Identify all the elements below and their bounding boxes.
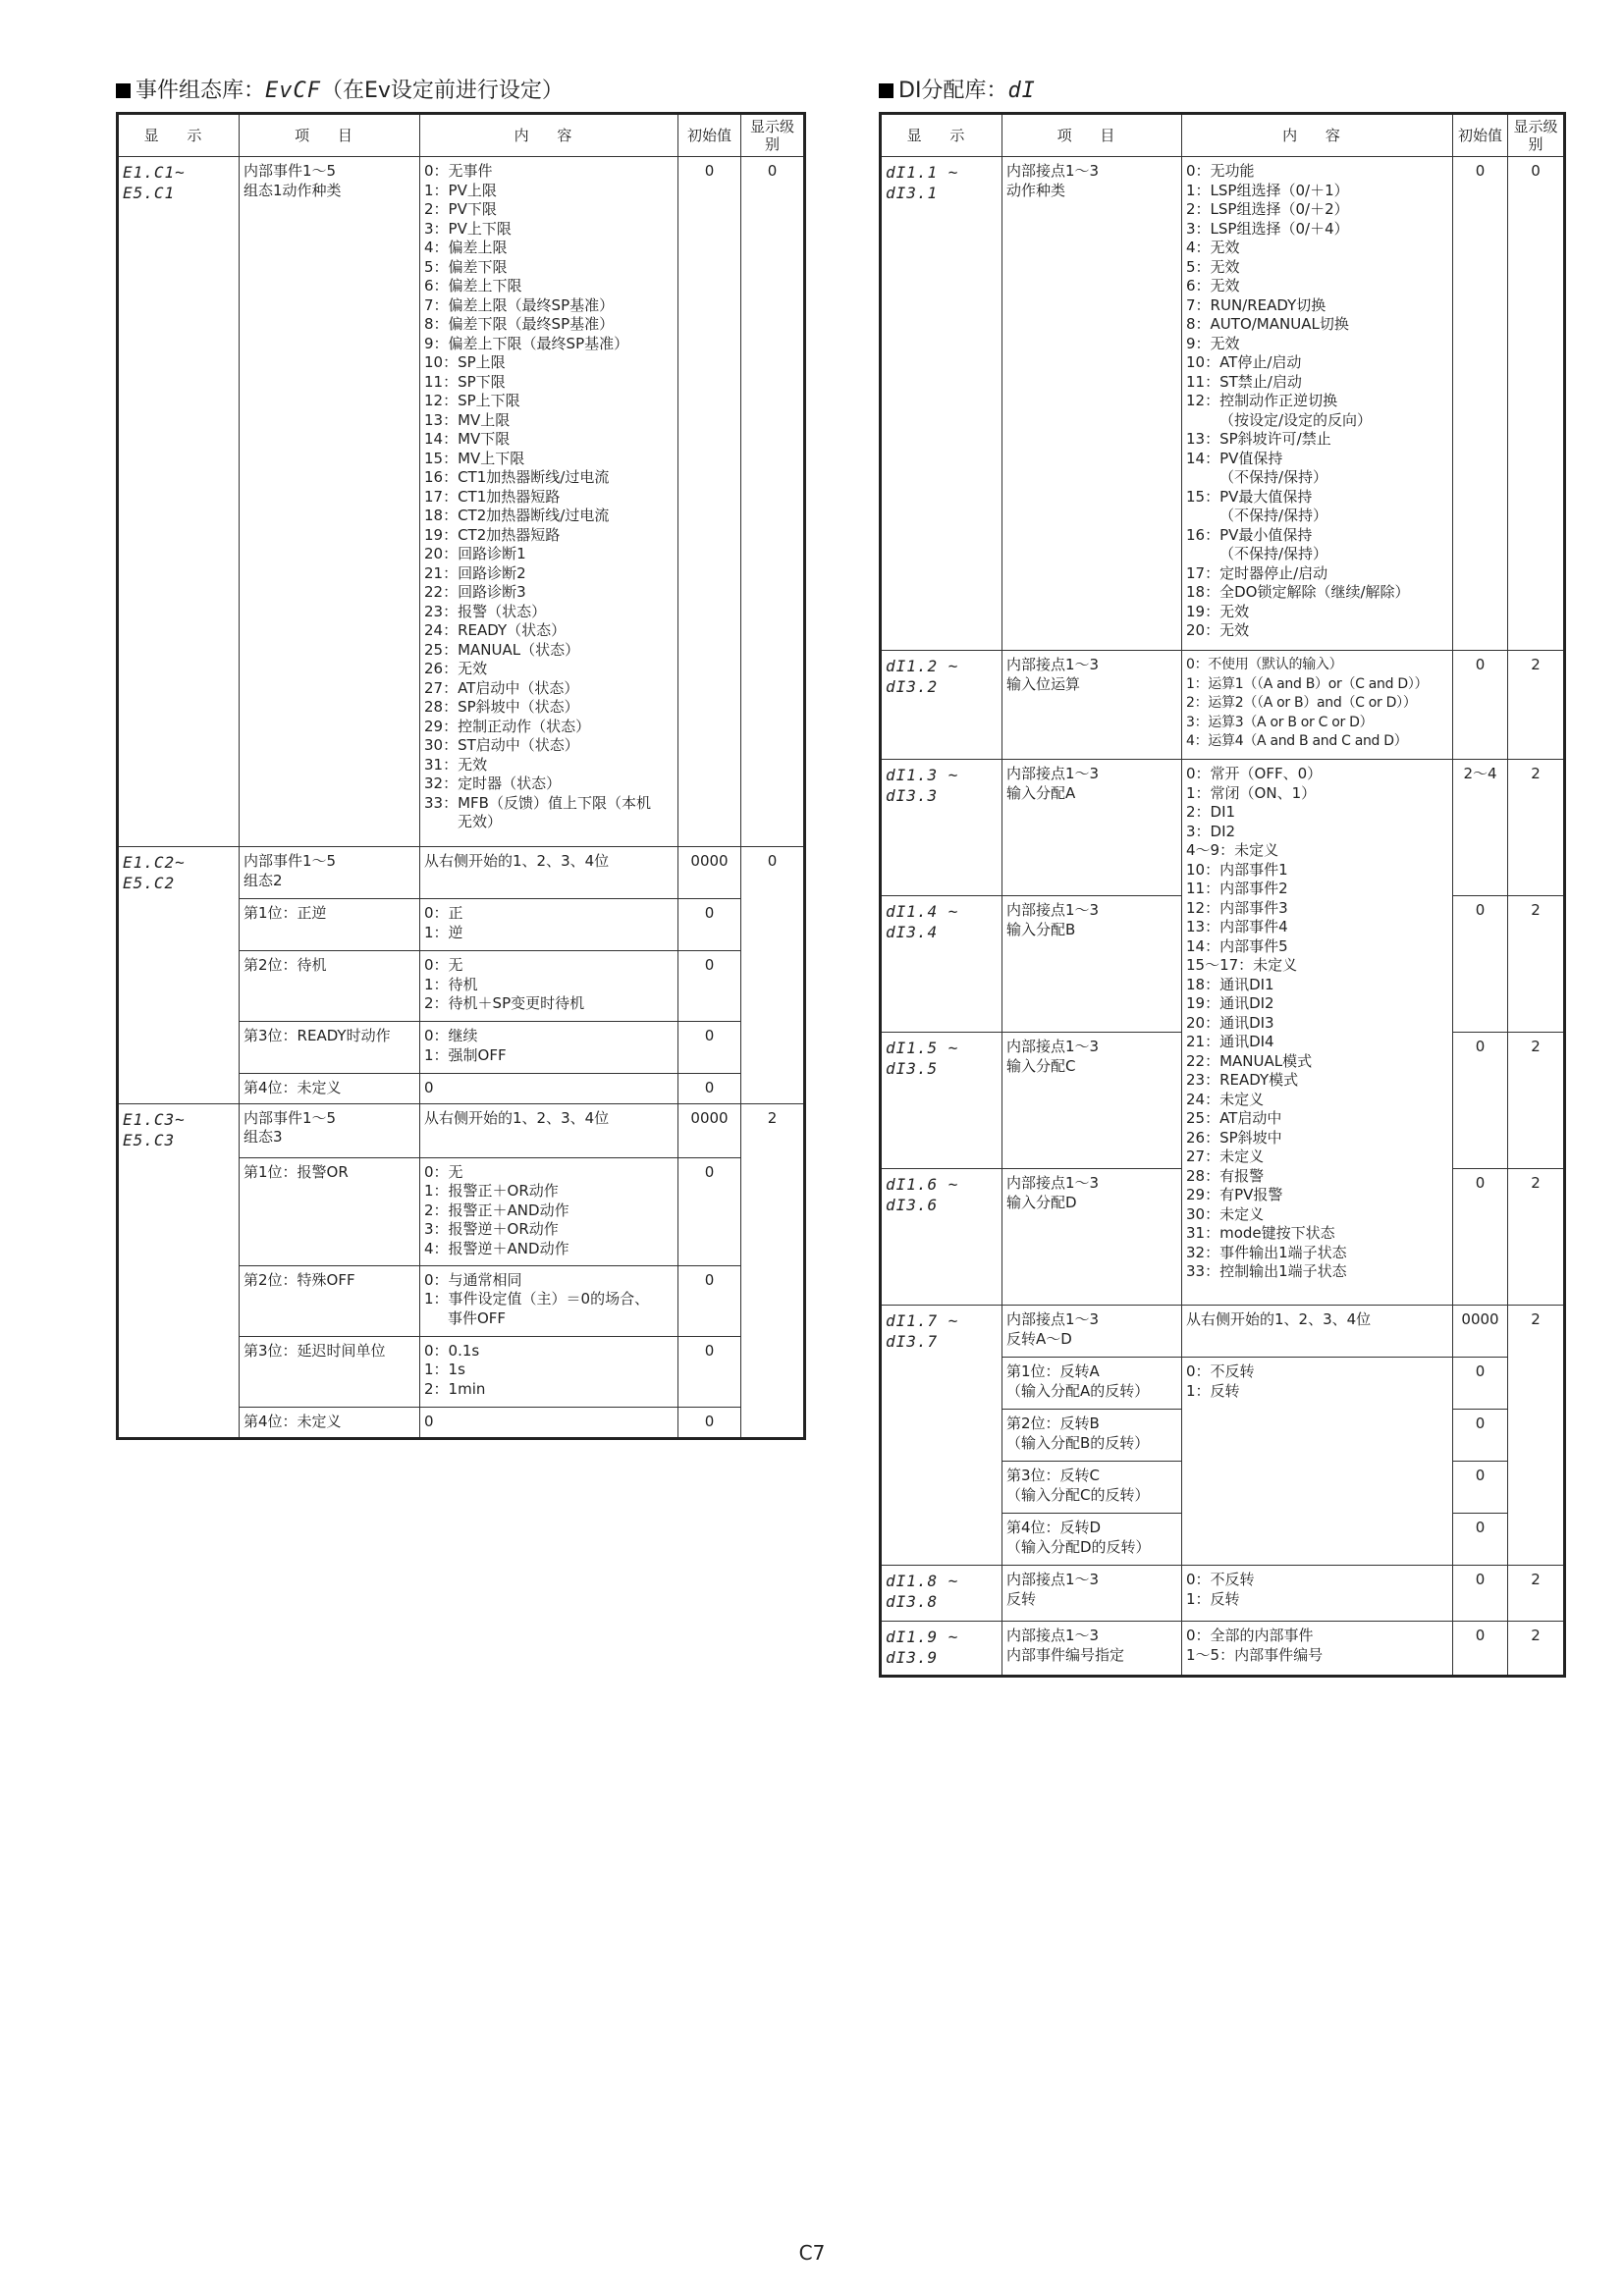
option-item: 4：无效 bbox=[1186, 239, 1240, 256]
option-item: 27：未定义 bbox=[1186, 1148, 1265, 1165]
content-cell: 0：0.1s 1：1s 2：1min bbox=[420, 1336, 678, 1407]
option-item: 22：回路诊断3 bbox=[424, 583, 526, 601]
table-row bbox=[881, 651, 1565, 760]
item-cell: 第4位：未定义 bbox=[240, 1074, 420, 1104]
initial-value: 0 bbox=[678, 1022, 741, 1074]
option-item: 6：偏差上下限 bbox=[424, 277, 522, 294]
initial-value: 0 bbox=[1453, 1514, 1508, 1566]
option-item: 11：内部事件2 bbox=[1186, 880, 1288, 897]
display-code: E1.C3~ E5.C3 bbox=[118, 1103, 240, 1438]
display-code: dI1.1 ~ dI3.1 bbox=[881, 157, 1002, 651]
item-cell: 第4位：未定义 bbox=[240, 1407, 420, 1438]
col-level: 显示级别 bbox=[1508, 114, 1565, 157]
display-level: 2 bbox=[1508, 651, 1565, 760]
col-item: 项 目 bbox=[240, 114, 420, 157]
option-item: 18：全DO锁定解除（继续/解除） bbox=[1186, 583, 1410, 601]
option-item: 30：ST启动中（状态） bbox=[424, 736, 579, 754]
option-item: 29：控制正动作（状态） bbox=[424, 717, 591, 735]
table-row bbox=[118, 157, 805, 847]
item-cell: 第2位：反转B （输入分配B的反转） bbox=[1002, 1410, 1182, 1462]
option-item: 2：DI1 bbox=[1186, 803, 1236, 821]
option-item: 4：偏差上限 bbox=[424, 239, 508, 256]
table-row bbox=[881, 157, 1565, 651]
initial-value: 2～4 bbox=[1453, 760, 1508, 896]
content-cell: 0：不反转 1：反转 bbox=[1182, 1358, 1453, 1566]
option-item: 24：READY（状态） bbox=[424, 621, 567, 639]
initial-value: 0 bbox=[1453, 1169, 1508, 1306]
display-code: dI1.6 ~ dI3.6 bbox=[881, 1169, 1002, 1306]
content-cell: 0 bbox=[420, 1407, 678, 1438]
option-item: 12：SP上下限 bbox=[424, 392, 520, 409]
option-item: （按设定/设定的反向） bbox=[1219, 410, 1373, 429]
item-cell: 第3位：READY时动作 bbox=[240, 1022, 420, 1074]
option-item: 14：内部事件5 bbox=[1186, 936, 1288, 955]
item-cell: 第2位：特殊OFF bbox=[240, 1265, 420, 1336]
option-item: 19：无效 bbox=[1186, 602, 1250, 620]
option-item: 12：内部事件3 bbox=[1186, 898, 1288, 917]
display-level: 2 bbox=[1508, 1033, 1565, 1169]
display-level: 0 bbox=[1508, 157, 1565, 651]
initial-value: 0 bbox=[1453, 157, 1508, 651]
option-item: 28：SP斜坡中（状态） bbox=[424, 698, 579, 716]
option-item: 19：CT2加热器短路 bbox=[424, 525, 561, 544]
item-cell: 第4位：反转D （输入分配D的反转） bbox=[1002, 1514, 1182, 1566]
content-cell: 0：无 1：待机 2：待机＋SP变更时待机 bbox=[420, 951, 678, 1022]
option-item: 13：MV上限 bbox=[424, 410, 511, 429]
col-initial: 初始值 bbox=[1453, 114, 1508, 157]
option-item: 4～9：未定义 bbox=[1186, 841, 1279, 859]
option-item: 14：MV下限 bbox=[424, 430, 511, 448]
option-list bbox=[1186, 162, 1448, 641]
item-cell: 内部接点1～3 动作种类 bbox=[1002, 157, 1182, 651]
table-row bbox=[118, 847, 805, 899]
initial-value: 0 bbox=[678, 899, 741, 951]
initial-value: 0 bbox=[1453, 1566, 1508, 1622]
initial-value: 0 bbox=[1453, 1410, 1508, 1462]
content-cell bbox=[1182, 651, 1453, 760]
display-level: 2 bbox=[1508, 1169, 1565, 1306]
initial-value: 0000 bbox=[678, 847, 741, 899]
page-number: C7 bbox=[798, 2241, 826, 2265]
option-item: （不保持/保持） bbox=[1219, 545, 1328, 562]
display-code: dI1.4 ~ dI3.4 bbox=[881, 896, 1002, 1033]
option-item: 31：无效 bbox=[424, 755, 488, 774]
display-code: dI1.9 ~ dI3.9 bbox=[881, 1622, 1002, 1677]
item-cell: 内部接点1～3 输入分配D bbox=[1002, 1169, 1182, 1306]
content-cell: 从右侧开始的1、2、3、4位 bbox=[420, 847, 678, 899]
option-item: 1：运算1（（A and B）or（C and D）） bbox=[1186, 675, 1429, 692]
table-row bbox=[881, 1306, 1565, 1358]
option-item: 16：CT1加热器断线/过电流 bbox=[424, 468, 610, 486]
content-cell: 0：不反转 1：反转 bbox=[1182, 1566, 1453, 1622]
square-bullet-icon bbox=[879, 83, 893, 98]
content-cell: 0：正 1：逆 bbox=[420, 899, 678, 951]
item-cell: 第2位：待机 bbox=[240, 951, 420, 1022]
item-cell: 第1位：正逆 bbox=[240, 899, 420, 951]
initial-value: 0 bbox=[1453, 1358, 1508, 1410]
square-bullet-icon bbox=[116, 83, 131, 98]
option-item: 10：AT停止/启动 bbox=[1186, 353, 1302, 371]
option-item: 31：mode键按下状态 bbox=[1186, 1224, 1335, 1242]
option-item: 17：定时器停止/启动 bbox=[1186, 563, 1328, 582]
display-level: 2 bbox=[741, 1103, 805, 1438]
option-item: 3：PV上下限 bbox=[424, 219, 512, 238]
option-item: 33：MFB（反馈）值上下限（本机 bbox=[424, 793, 651, 812]
option-item: 32：事件输出1端子状态 bbox=[1186, 1243, 1347, 1261]
display-code: dI1.7 ~ dI3.7 bbox=[881, 1306, 1002, 1566]
di-assign-table bbox=[879, 112, 1566, 1678]
display-level: 2 bbox=[1508, 760, 1565, 896]
option-item: 4：运算4（A and B and C and D） bbox=[1186, 733, 1408, 749]
option-item: 12：控制动作正逆切换 bbox=[1186, 392, 1338, 409]
initial-value: 0 bbox=[1453, 651, 1508, 760]
option-item: 19：通讯DI2 bbox=[1186, 994, 1274, 1012]
option-item: （不保持/保持） bbox=[1219, 468, 1328, 486]
content-cell: 0：无 1：报警正＋OR动作 2：报警正＋AND动作 3：报警逆＋OR动作 4：报警逆＋AND动作 bbox=[420, 1157, 678, 1265]
option-item: 10：SP上限 bbox=[424, 353, 506, 371]
item-cell: 内部事件1～5 组态1动作种类 bbox=[240, 157, 420, 847]
item-cell: 内部接点1～3 内部事件编号指定 bbox=[1002, 1622, 1182, 1677]
option-list bbox=[1186, 765, 1448, 1282]
display-level: 2 bbox=[1508, 896, 1565, 1033]
option-item: 7：RUN/READY切换 bbox=[1186, 295, 1326, 314]
table-row bbox=[881, 760, 1565, 896]
content-cell bbox=[1182, 157, 1453, 651]
content-cell: 从右侧开始的1、2、3、4位 bbox=[1182, 1306, 1453, 1358]
option-item: 25：MANUAL（状态） bbox=[424, 640, 580, 659]
option-item: 23：READY模式 bbox=[1186, 1071, 1299, 1089]
option-item: 22：MANUAL模式 bbox=[1186, 1051, 1313, 1070]
item-cell: 内部事件1～5 组态3 bbox=[240, 1103, 420, 1157]
option-item: 5：无效 bbox=[1186, 257, 1240, 276]
option-item: 20：无效 bbox=[1186, 621, 1250, 639]
col-initial: 初始值 bbox=[678, 114, 741, 157]
initial-value: 0 bbox=[1453, 1622, 1508, 1677]
col-display: 显 示 bbox=[118, 114, 240, 157]
option-item: 无效） bbox=[458, 813, 503, 830]
item-cell: 内部接点1～3 输入分配B bbox=[1002, 896, 1182, 1033]
content-cell: 0 bbox=[420, 1074, 678, 1104]
option-item: 8：偏差下限（最终SP基准） bbox=[424, 315, 615, 333]
item-cell: 内部接点1～3 输入位运算 bbox=[1002, 651, 1182, 760]
option-item: 5：偏差下限 bbox=[424, 257, 508, 276]
option-item: 1：常闭（ON、1） bbox=[1186, 783, 1317, 802]
content-cell: 从右侧开始的1、2、3、4位 bbox=[420, 1103, 678, 1157]
option-item: 33：控制输出1端子状态 bbox=[1186, 1262, 1347, 1280]
display-code: dI1.2 ~ dI3.2 bbox=[881, 651, 1002, 760]
option-item: 10：内部事件1 bbox=[1186, 860, 1288, 879]
item-cell: 内部接点1～3 反转A～D bbox=[1002, 1306, 1182, 1358]
option-item: 21：回路诊断2 bbox=[424, 563, 526, 582]
option-item: 27：AT启动中（状态） bbox=[424, 678, 579, 697]
option-item: 3：运算3（A or B or C or D） bbox=[1186, 714, 1374, 730]
initial-value: 0 bbox=[678, 157, 741, 847]
option-item: 2：运算2（（A or B）and（C or D）） bbox=[1186, 695, 1417, 711]
initial-value: 0 bbox=[678, 1336, 741, 1407]
option-item: 26：SP斜坡中 bbox=[1186, 1128, 1282, 1147]
initial-value: 0 bbox=[678, 1074, 741, 1104]
display-level: 0 bbox=[741, 157, 805, 847]
initial-value: 0 bbox=[1453, 1033, 1508, 1169]
item-cell: 内部接点1～3 输入分配C bbox=[1002, 1033, 1182, 1169]
event-config-title: 事件组态库：EvCF（在Ev设定前进行设定） bbox=[116, 74, 564, 104]
initial-value: 0 bbox=[678, 1157, 741, 1265]
option-item: 29：有PV报警 bbox=[1186, 1186, 1283, 1203]
option-item: 9：无效 bbox=[1186, 334, 1240, 352]
initial-value: 0 bbox=[1453, 896, 1508, 1033]
display-code: dI1.5 ~ dI3.5 bbox=[881, 1033, 1002, 1169]
initial-value: 0 bbox=[1453, 1462, 1508, 1514]
option-item: 30：未定义 bbox=[1186, 1204, 1265, 1223]
col-level: 显示级别 bbox=[741, 114, 805, 157]
option-item: 0：不使用（默认的输入） bbox=[1186, 657, 1343, 672]
option-item: 24：未定义 bbox=[1186, 1090, 1265, 1108]
display-code: dI1.8 ~ dI3.8 bbox=[881, 1566, 1002, 1622]
option-item: 25：AT启动中 bbox=[1186, 1109, 1282, 1127]
content-cell: 0：与通常相同 1：事件设定值（主）＝0的场合、 事件OFF bbox=[420, 1265, 678, 1336]
col-item: 项 目 bbox=[1002, 114, 1182, 157]
item-cell: 第1位：反转A （输入分配A的反转） bbox=[1002, 1358, 1182, 1410]
option-item: 11：ST禁止/启动 bbox=[1186, 372, 1302, 391]
table-row bbox=[118, 1103, 805, 1157]
option-item: 1：LSP组选择（0/＋1） bbox=[1186, 181, 1349, 199]
option-item: 11：SP下限 bbox=[424, 372, 506, 391]
option-item: 15：MV上下限 bbox=[424, 449, 525, 467]
display-code: E1.C2~ E5.C2 bbox=[118, 847, 240, 1104]
option-item: 17：CT1加热器短路 bbox=[424, 487, 561, 506]
col-display: 显 示 bbox=[881, 114, 1002, 157]
display-level: 2 bbox=[1508, 1622, 1565, 1677]
option-item: 7：偏差上限（最终SP基准） bbox=[424, 295, 615, 314]
option-item: 3：LSP组选择（0/＋4） bbox=[1186, 219, 1349, 238]
item-cell: 内部事件1～5 组态2 bbox=[240, 847, 420, 899]
content-cell: 0：全部的内部事件 1～5：内部事件编号 bbox=[1182, 1622, 1453, 1677]
table-header-row bbox=[881, 114, 1565, 157]
option-item: 2：LSP组选择（0/＋2） bbox=[1186, 200, 1349, 218]
display-code: dI1.3 ~ dI3.3 bbox=[881, 760, 1002, 896]
option-item: 15～17：未定义 bbox=[1186, 956, 1298, 974]
item-cell: 第1位：报警OR bbox=[240, 1157, 420, 1265]
item-cell: 内部接点1～3 输入分配A bbox=[1002, 760, 1182, 896]
option-list bbox=[1186, 656, 1448, 752]
option-item: 18：通讯DI1 bbox=[1186, 975, 1274, 993]
item-cell: 第3位：延迟时间单位 bbox=[240, 1336, 420, 1407]
col-content: 内 容 bbox=[1182, 114, 1453, 157]
option-item: （不保持/保持） bbox=[1219, 507, 1328, 524]
initial-value: 0000 bbox=[678, 1103, 741, 1157]
di-assign-title: DI分配库：dI bbox=[879, 74, 1036, 104]
initial-value: 0 bbox=[678, 1407, 741, 1438]
option-item: 1：PV上限 bbox=[424, 181, 497, 199]
initial-value: 0000 bbox=[1453, 1306, 1508, 1358]
option-item: 13：SP斜坡许可/禁止 bbox=[1186, 430, 1331, 448]
content-cell: 0：继续 1：强制OFF bbox=[420, 1022, 678, 1074]
content-cell bbox=[420, 157, 678, 847]
option-item: 0：无功能 bbox=[1186, 162, 1255, 180]
item-cell: 内部接点1～3 反转 bbox=[1002, 1566, 1182, 1622]
option-item: 2：PV下限 bbox=[424, 200, 497, 218]
option-item: 16：PV最小值保持 bbox=[1186, 525, 1313, 544]
initial-value: 0 bbox=[678, 951, 741, 1022]
option-item: 26：无效 bbox=[424, 660, 488, 677]
option-item: 23：报警（状态） bbox=[424, 602, 547, 620]
table-row bbox=[881, 1622, 1565, 1677]
option-item: 0：常开（OFF、0） bbox=[1186, 765, 1323, 782]
option-item: 21：通讯DI4 bbox=[1186, 1033, 1274, 1050]
content-cell bbox=[1182, 760, 1453, 1306]
option-item: 0：无事件 bbox=[424, 162, 493, 180]
table-header-row bbox=[118, 114, 805, 157]
option-item: 20：通讯DI3 bbox=[1186, 1013, 1274, 1032]
item-cell: 第3位：反转C （输入分配C的反转） bbox=[1002, 1462, 1182, 1514]
option-item: 28：有报警 bbox=[1186, 1166, 1265, 1185]
option-item: 3：DI2 bbox=[1186, 822, 1236, 840]
option-list bbox=[424, 162, 674, 832]
option-item: 9：偏差上下限（最终SP基准） bbox=[424, 334, 629, 352]
option-item: 20：回路诊断1 bbox=[424, 545, 526, 562]
option-item: 18：CT2加热器断线/过电流 bbox=[424, 507, 610, 524]
display-level: 0 bbox=[741, 847, 805, 1104]
option-item: 8：AUTO/MANUAL切换 bbox=[1186, 315, 1349, 333]
col-content: 内 容 bbox=[420, 114, 678, 157]
option-item: 14：PV值保持 bbox=[1186, 449, 1283, 467]
event-config-table bbox=[116, 112, 806, 1440]
display-code: E1.C1~ E5.C1 bbox=[118, 157, 240, 847]
display-level: 2 bbox=[1508, 1306, 1565, 1566]
display-level: 2 bbox=[1508, 1566, 1565, 1622]
option-item: 32：定时器（状态） bbox=[424, 774, 562, 792]
table-row bbox=[881, 1566, 1565, 1622]
option-item: 15：PV最大值保持 bbox=[1186, 487, 1313, 506]
option-item: 6：无效 bbox=[1186, 277, 1240, 294]
option-item: 13：内部事件4 bbox=[1186, 918, 1288, 935]
initial-value: 0 bbox=[678, 1265, 741, 1336]
